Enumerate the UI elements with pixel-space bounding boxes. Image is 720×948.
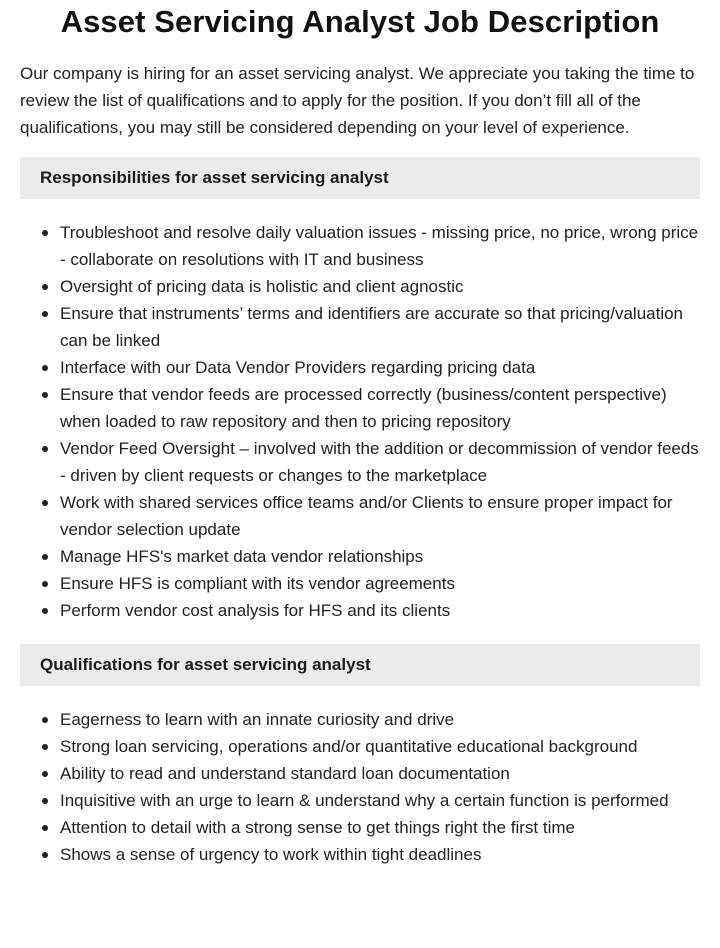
list-item: Work with shared services office teams and/or Clients to ensure proper impact for vendor selection update bbox=[60, 489, 700, 543]
list-item: Ensure that vendor feeds are processed correctly (business/content perspective) when loaded to raw repository and then to pricing repository bbox=[60, 381, 700, 435]
list-item: Interface with our Data Vendor Providers regarding pricing data bbox=[60, 354, 700, 381]
list-item: Ensure HFS is compliant with its vendor agreements bbox=[60, 570, 700, 597]
list-item: Attention to detail with a strong sense to get things right the first time bbox=[60, 814, 700, 841]
list-item: Manage HFS's market data vendor relationships bbox=[60, 543, 700, 570]
list-item: Oversight of pricing data is holistic and client agnostic bbox=[60, 273, 700, 300]
list-item: Strong loan servicing, operations and/or quantitative educational background bbox=[60, 733, 700, 760]
list-item: Ability to read and understand standard loan documentation bbox=[60, 760, 700, 787]
page-title: Asset Servicing Analyst Job Description bbox=[60, 4, 660, 39]
qualifications-list bbox=[20, 706, 700, 868]
responsibilities-list bbox=[20, 219, 700, 624]
list-item: Troubleshoot and resolve daily valuation issues - missing price, no price, wrong price - collaborate on resolutions with IT and business bbox=[60, 219, 700, 273]
responsibilities-heading: Responsibilities for asset servicing analyst bbox=[20, 157, 700, 199]
list-item: Eagerness to learn with an innate curiosity and drive bbox=[60, 706, 700, 733]
list-item: Perform vendor cost analysis for HFS and its clients bbox=[60, 597, 700, 624]
list-item: Ensure that instruments’ terms and identifiers are accurate so that pricing/valuation can be linked bbox=[60, 300, 700, 354]
list-item: Vendor Feed Oversight – involved with the addition or decommission of vendor feeds - driven by client requests or changes to the marketplace bbox=[60, 435, 700, 489]
list-item: Shows a sense of urgency to work within tight deadlines bbox=[60, 841, 700, 868]
list-item: Inquisitive with an urge to learn & understand why a certain function is performed bbox=[60, 787, 700, 814]
intro-paragraph: Our company is hiring for an asset servicing analyst. We appreciate you taking the time to review the list of qualifications and to apply for the position. If you don’t fill all of the qualifications, you may still be considered depending on your level of experience. bbox=[20, 64, 695, 137]
qualifications-heading: Qualifications for asset servicing analyst bbox=[20, 644, 700, 686]
